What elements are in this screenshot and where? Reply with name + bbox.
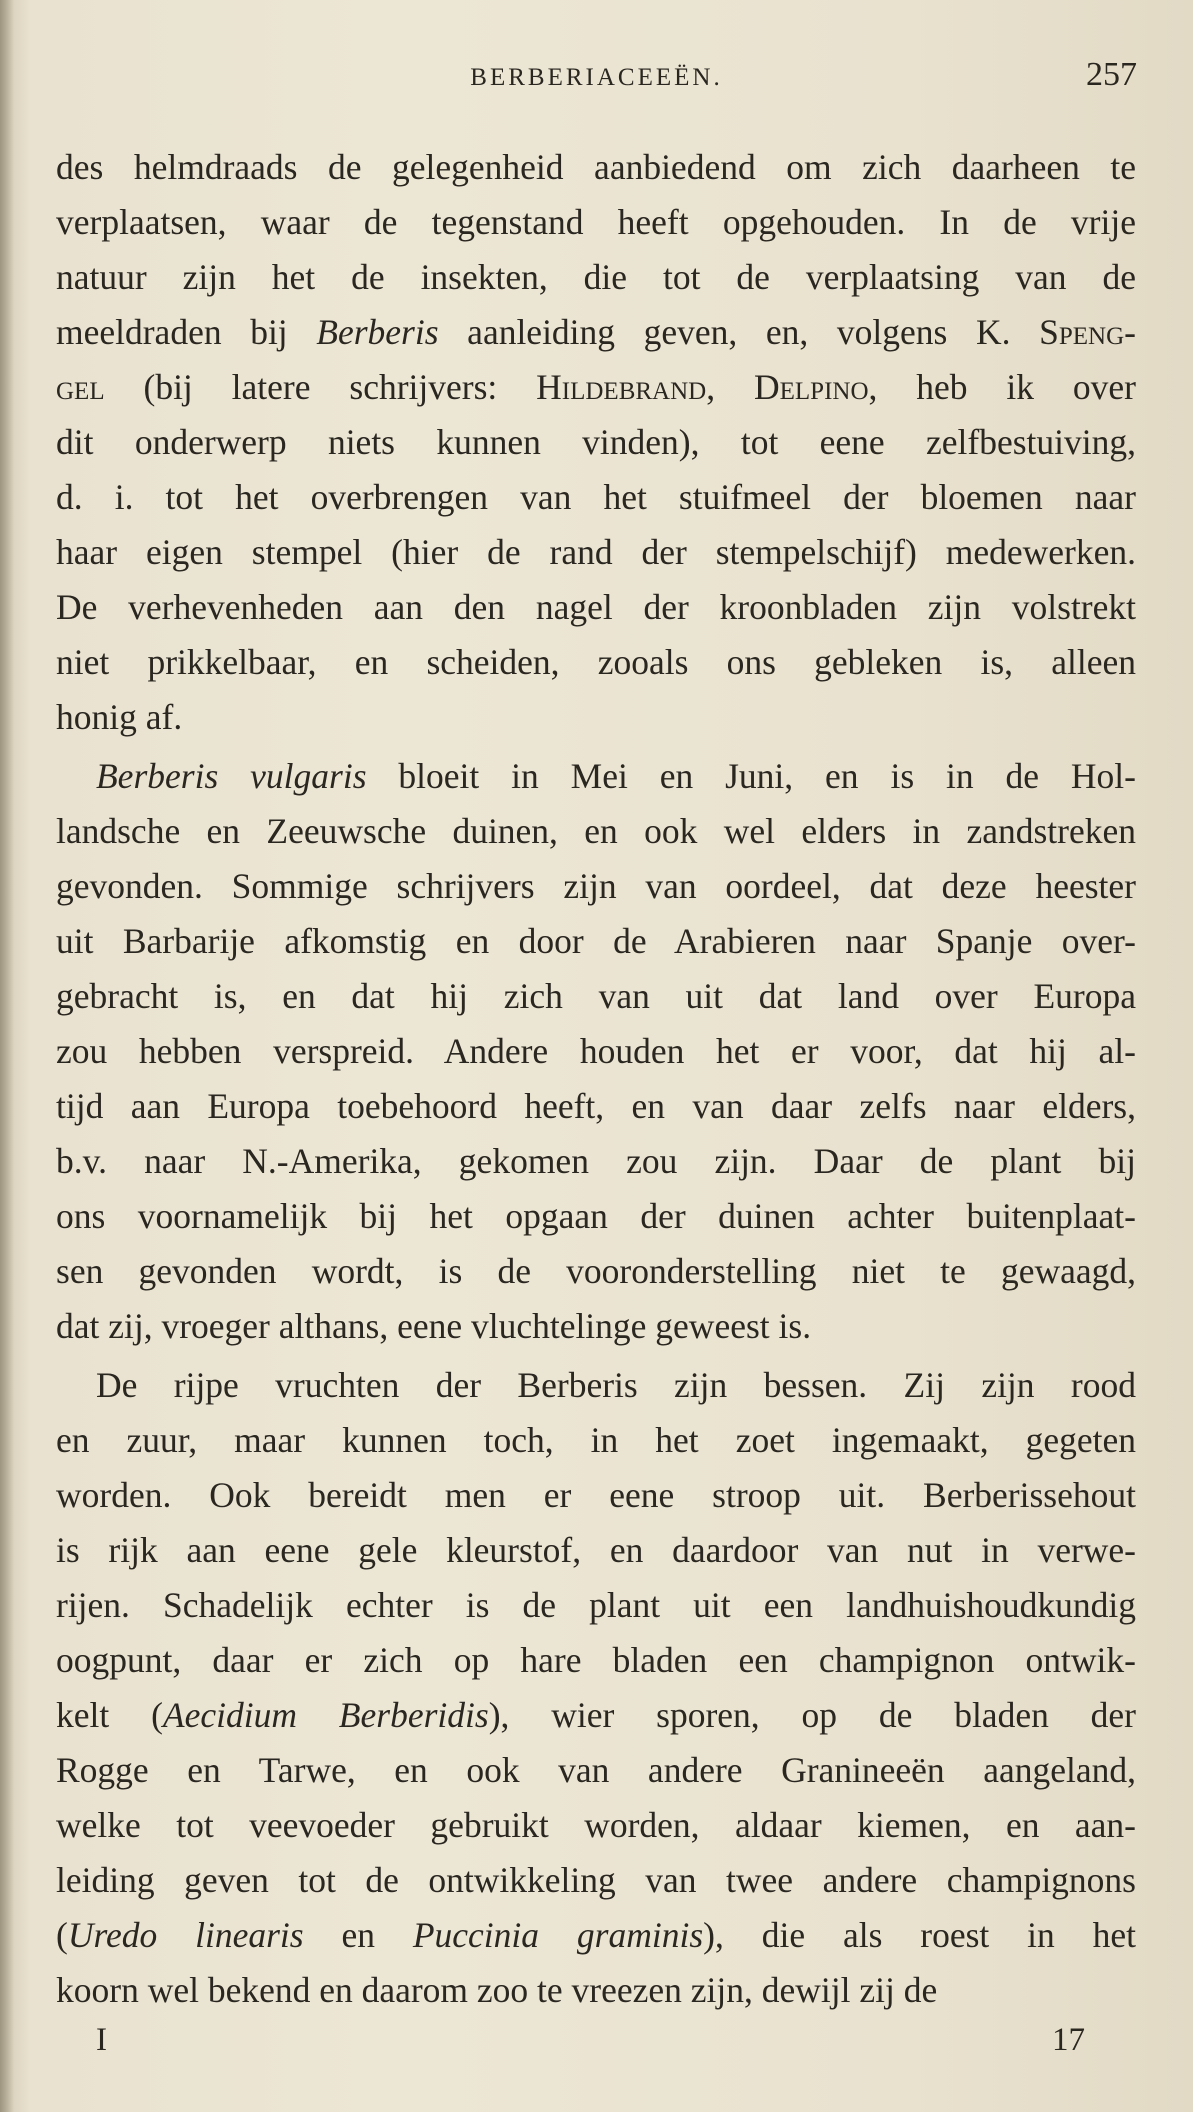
text-run: d. i. tot het overbrengen van het stuifmeel der bloemen naar: [56, 477, 1136, 517]
text-line: [56, 1413, 1136, 1468]
text-run: meeldraden bij: [56, 312, 317, 352]
text-line: [56, 1024, 1136, 1079]
text-run: leiding geven tot de ontwikkeling van twee andere champignons: [56, 1860, 1136, 1900]
text-run: haar eigen stempel (hier de rand der stempelschijf) medewerken.: [56, 532, 1136, 572]
text-line: [56, 1743, 1136, 1798]
text-line: [56, 690, 1136, 745]
text-line: [56, 580, 1136, 635]
text-run: De rijpe vruchten der Berberis zijn bessen. Zij zijn rood: [96, 1365, 1136, 1405]
page-number: 257: [1086, 56, 1137, 93]
text-run: bloeit in Mei en Juni, en is in de Hol-: [366, 756, 1136, 796]
text-line: [56, 415, 1136, 470]
page-header: [56, 56, 1137, 100]
text-run: gevonden. Sommige schrijvers zijn van oordeel, dat deze heester: [56, 866, 1136, 906]
italic-text: Berberis: [316, 312, 439, 352]
small-caps-text: Hildebrand: [536, 367, 707, 407]
text-line: [56, 1578, 1136, 1633]
gutter-shadow: [0, 0, 14, 2112]
text-run: (: [56, 1915, 68, 1955]
text-line: [56, 1134, 1136, 1189]
text-line: [56, 1853, 1136, 1908]
small-caps-text: gel: [56, 367, 105, 407]
text-line: [56, 1358, 1136, 1413]
text-line: [56, 470, 1136, 525]
text-line: [56, 1688, 1136, 1743]
text-line: [56, 1189, 1136, 1244]
text-run: dit onderwerp niets kunnen vinden), tot eene zelfbestuiving,: [56, 422, 1136, 462]
text-run: rijen. Schadelijk echter is de plant uit een landhuishoudkundig: [56, 1585, 1136, 1625]
text-run: uit Barbarije afkomstig en door de Arabieren naar Spanje over-: [56, 921, 1136, 961]
text-line: [56, 1908, 1136, 1963]
text-line: [56, 969, 1136, 1024]
text-run: ons voornamelijk bij het opgaan der duinen achter buitenplaat-: [56, 1196, 1136, 1236]
text-run: tijd aan Europa toebehoord heeft, en van daar zelfs naar elders,: [56, 1086, 1136, 1126]
text-run: natuur zijn het de insekten, die tot de verplaatsing van de: [56, 257, 1136, 297]
text-line: [56, 1079, 1136, 1134]
text-run: gebracht is, en dat hij zich van uit dat land over Europa: [56, 976, 1136, 1016]
text-line: [56, 1523, 1136, 1578]
text-run: is rijk aan eene gele kleurstof, en daardoor van nut in verwe-: [56, 1530, 1136, 1570]
text-run: ,: [706, 367, 754, 407]
text-run: honig af.: [56, 697, 183, 737]
text-run: ), die als roest in het: [703, 1915, 1136, 1955]
text-run: koorn wel bekend en daarom zoo te vreezen zijn, dewijl zij de: [56, 1970, 938, 2010]
page-footer: [96, 2022, 1085, 2068]
text-run: worden. Ook bereidt men er eene stroop uit. Berberissehout: [56, 1475, 1136, 1515]
text-run: en: [303, 1915, 413, 1955]
small-caps-text: Speng-: [1039, 312, 1136, 352]
text-line: [56, 525, 1136, 580]
body-text: [56, 140, 1136, 2018]
text-line: [56, 1299, 1136, 1354]
text-run: landsche en Zeeuwsche duinen, en ook wel elders in zandstreken: [56, 811, 1136, 851]
text-run: dat zij, vroeger althans, eene vluchtelinge geweest is.: [56, 1306, 812, 1346]
gathering-number: 17: [1052, 2022, 1085, 2058]
text-line: [56, 1963, 1136, 2018]
text-run: De verhevenheden aan den nagel der kroonbladen zijn volstrekt: [56, 587, 1136, 627]
text-run: b.v. naar N.-Amerika, gekomen zou zijn. Daar de plant bij: [56, 1141, 1136, 1181]
text-line: [56, 195, 1136, 250]
text-run: niet prikkelbaar, en scheiden, zooals ons gebleken is, alleen: [56, 642, 1136, 682]
italic-text: Puccinia graminis: [412, 1915, 704, 1955]
text-run: sen gevonden wordt, is de vooronderstelling niet te gewaagd,: [56, 1251, 1136, 1291]
text-line: [56, 1244, 1136, 1299]
text-line: [56, 914, 1136, 969]
text-run: kelt (: [56, 1695, 163, 1735]
text-line: [56, 859, 1136, 914]
text-run: welke tot veevoeder gebruikt worden, aldaar kiemen, en aan-: [56, 1805, 1136, 1845]
text-line: [56, 1798, 1136, 1853]
text-run: ), wier sporen, op de bladen der: [488, 1695, 1136, 1735]
text-run: en zuur, maar kunnen toch, in het zoet ingemaakt, gegeten: [56, 1420, 1136, 1460]
text-run: verplaatsen, waar de tegenstand heeft opgehouden. In de vrije: [56, 202, 1136, 242]
text-run: oogpunt, daar er zich op hare bladen een champignon ontwik-: [56, 1640, 1136, 1680]
text-line: [56, 250, 1136, 305]
italic-text: Aecidium Berberidis: [162, 1695, 489, 1735]
text-line: [56, 1633, 1136, 1688]
text-run: zou hebben verspreid. Andere houden het er voor, dat hij al-: [56, 1031, 1136, 1071]
italic-text: Berberis vulgaris: [96, 756, 367, 796]
text-run: aanleiding geven, en, volgens K.: [438, 312, 1040, 352]
text-run: (bij latere schrijvers:: [104, 367, 537, 407]
text-line: [56, 305, 1136, 360]
small-caps-text: Delpino: [753, 367, 869, 407]
text-run: des helmdraads de gelegenheid aanbiedend om zich daarheen te: [56, 147, 1136, 187]
text-line: [56, 804, 1136, 859]
text-line: [56, 140, 1136, 195]
text-line: [56, 749, 1136, 804]
text-run: , heb ik over: [868, 367, 1136, 407]
text-line: [56, 1468, 1136, 1523]
text-line: [56, 360, 1136, 415]
signature-mark: I: [96, 2022, 107, 2058]
text-line: [56, 635, 1136, 690]
running-title: BERBERIACEEËN.: [470, 64, 723, 91]
italic-text: Uredo linearis: [67, 1915, 304, 1955]
text-run: Rogge en Tarwe, en ook van andere Granineeën aangeland,: [56, 1750, 1136, 1790]
